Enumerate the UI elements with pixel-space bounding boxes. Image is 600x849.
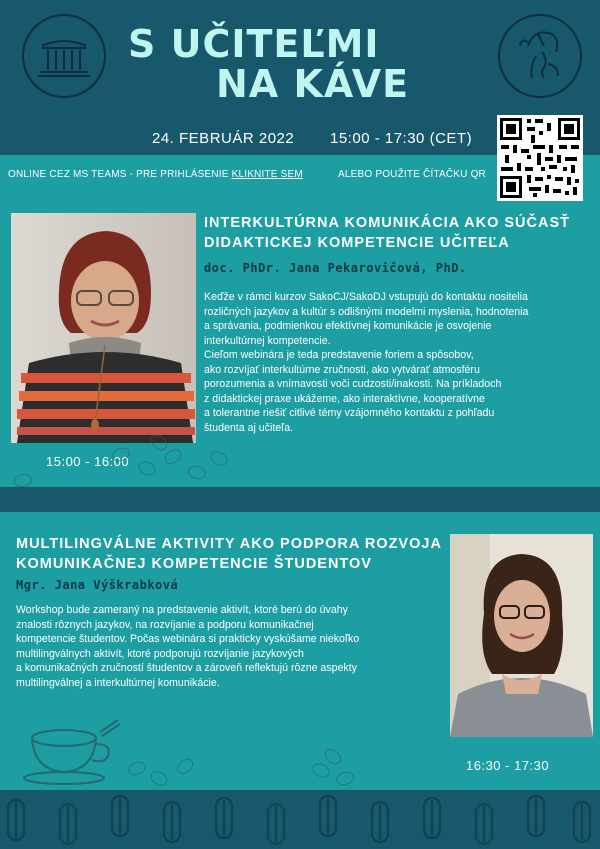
talk2-line: multilingválnej a interkultúrnej komunikácie.: [16, 676, 220, 689]
talk1-author: doc. PhDr. Jana Pekarovičová, PhD.: [204, 261, 467, 275]
talk2-line: Workshop bude zameraný na predstavenie aktivít, ktoré berú do úvahy: [16, 604, 348, 616]
talk2-line: multilingválnych aktivít, ktoré podporujú rozvíjanie jazykových: [16, 647, 304, 660]
register-link[interactable]: KLIKNITE SEM: [231, 169, 303, 180]
page-title-line2: NA KÁVE: [216, 62, 410, 106]
talk1-time: 15:00 - 16:00: [46, 454, 130, 469]
talk1-description: [204, 290, 594, 435]
minerva-logo-icon: [498, 14, 582, 98]
qr-code: [497, 115, 583, 201]
event-date: 24. FEBRUÁR 2022: [152, 130, 295, 147]
qr-hint: ALEBO POUŽITE ČÍTAČKU QR: [338, 169, 486, 180]
online-info: [8, 169, 303, 180]
talk1-line: a správania, podmienkou efektívnej komunikácie je osvojenie: [204, 320, 492, 332]
page-title-line1: S UČITEĽMI: [128, 22, 380, 66]
section-divider: [0, 487, 600, 512]
talk1-line: a tolerantne riešiť citlivé témy vzájomného kontaktu z pohľadu: [204, 407, 495, 419]
talk1-line: z didaktickej praxe ukážeme, ako interaktívne, kooperatívne: [204, 392, 485, 405]
talk2-line: kompetencie študentov. Počas webinára si prakticky vyskúšame niekoľko: [16, 633, 360, 645]
building-logo-icon: [22, 14, 106, 98]
talk1-title-line2: DIDAKTICKEJ KOMPETENCIE UČITEĽA: [204, 235, 510, 251]
talk1-line: ako rozvíjať interkultúrne zručnosti, ako vytvárať atmosféru: [204, 363, 480, 376]
talk1-line: rozličných jazykov a kultúr s odlišnými modelmi myslenia, hodnotenia: [204, 305, 529, 318]
talk2-line: znalosti rôznych jazykov, na rozvíjanie a podporu komunikačnej: [16, 618, 314, 631]
talk2-description: [16, 603, 436, 690]
talk2-title-line2: KOMUNIKAČNEJ KOMPETENCIE ŠTUDENTOV: [16, 556, 372, 572]
talk1-line: porozumenia a vnímavosti voči cudzosti/inakosti. Na príkladoch: [204, 378, 502, 390]
talk2-time: 16:30 - 17:30: [466, 758, 550, 773]
talk2-title-line1: MULTILINGVÁLNE AKTIVITY AKO PODPORA ROZVOJA: [16, 536, 442, 552]
talk1-title-line1: INTERKULTÚRNA KOMUNIKÁCIA AKO SÚČASŤ: [204, 215, 570, 231]
event-time: 15:00 - 17:30 (CET): [330, 130, 473, 147]
footer-pattern: [0, 790, 600, 849]
talk1-line: Keďže v rámci kurzov SakoCJ/SakoDJ vstupujú do kontaktu nositelia: [204, 291, 528, 303]
online-info-text: ONLINE CEZ MS TEAMS - PRE PRIHLÁSENIE: [8, 169, 232, 180]
talk1-line: študenta aj učiteľa.: [204, 421, 294, 434]
talk2-line: a komunikačných zručností študentov a zároveň reflektujú rôzne aspekty: [16, 662, 357, 674]
talk2-author: Mgr. Jana Výškrabková: [16, 578, 179, 592]
talk1-line: Cieľom webinára je teda predstavenie foriem a spôsobov,: [204, 349, 474, 361]
speaker2-photo: [450, 534, 593, 737]
talk1-line: interkultúrnej kompetencie.: [204, 334, 331, 347]
coffee-cup-icon: [22, 716, 122, 788]
speaker1-photo: [11, 213, 196, 443]
